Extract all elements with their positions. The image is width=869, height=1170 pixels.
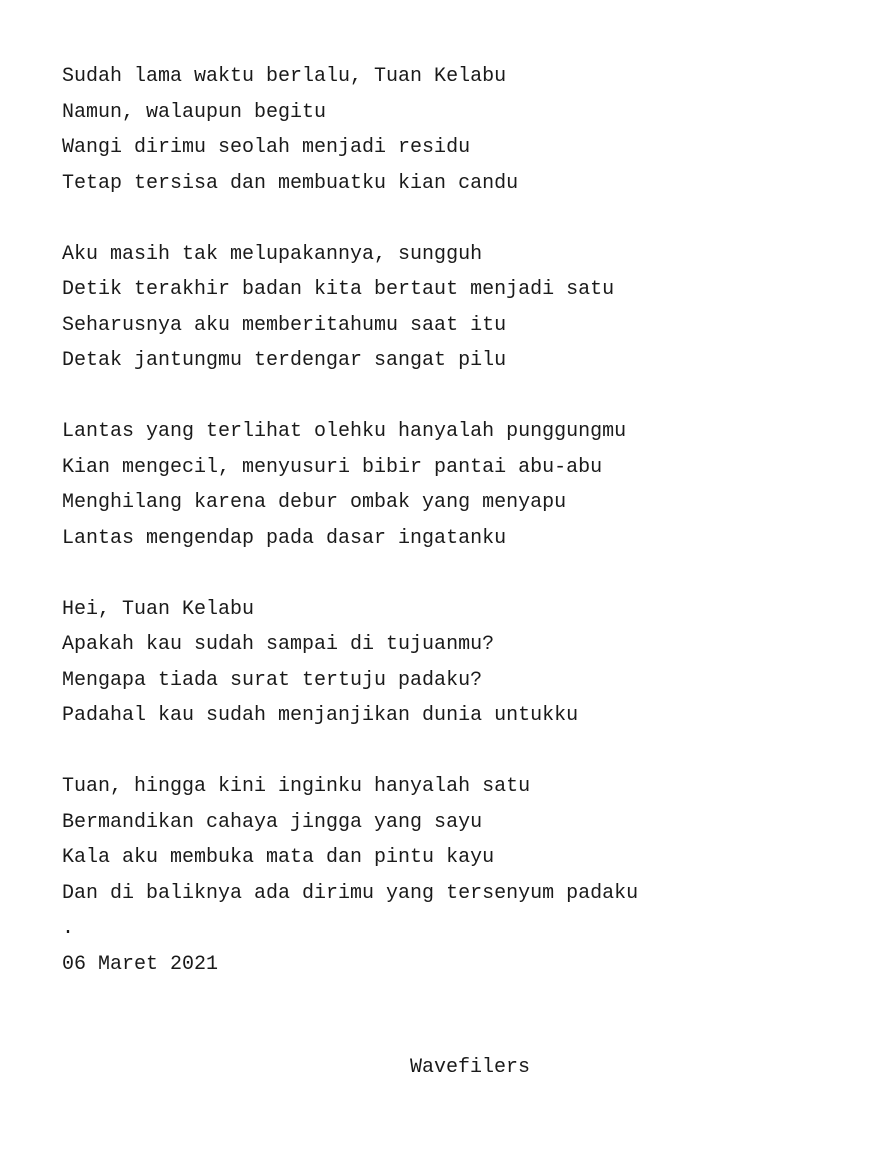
poem-line: Menghilang karena debur ombak yang menyapu: [62, 491, 567, 514]
poem-line: Bermandikan cahaya jingga yang sayu: [62, 810, 483, 834]
poem-line: Tetap tersisa dan membuatku kian candu: [62, 171, 519, 195]
poem-line: Lantas mengendap pada dasar ingatanku: [62, 526, 507, 550]
stanza-4: [62, 592, 822, 734]
poem-body: [62, 59, 822, 982]
poem-line: Lantas yang terlihat olehku hanyalah punggungmu: [62, 420, 627, 443]
stanza-gap: [62, 379, 822, 415]
stanza-3: [62, 414, 822, 556]
stanza-gap: [62, 734, 822, 770]
poem-line: Namun, walaupun begitu: [62, 100, 327, 124]
poem-line: Sudah lama waktu berlalu, Tuan Kelabu: [62, 65, 507, 88]
poem-line: Dan di baliknya ada dirimu yang tersenyum padaku: [62, 881, 639, 905]
poem-date: 06 Maret 2021: [62, 952, 219, 976]
poem-line: Kian mengecil, menyusuri bibir pantai abu-abu: [62, 455, 603, 479]
separator-dot: .: [62, 917, 75, 940]
poem-line: Wangi dirimu seolah menjadi residu: [62, 136, 471, 159]
poem-line: Tuan, hingga kini inginku hanyalah satu: [62, 775, 531, 798]
stanza-2: [62, 237, 822, 379]
stanza-1: [62, 59, 822, 201]
stanza-gap: [62, 556, 822, 592]
poem-line: Hei, Tuan Kelabu: [62, 597, 255, 621]
poem-line: Mengapa tiada surat tertuju padaku?: [62, 668, 483, 692]
poem-line: Aku masih tak melupakannya, sungguh: [62, 242, 483, 266]
poem-line: Detik terakhir badan kita bertaut menjadi satu: [62, 278, 615, 301]
poem-line: Kala aku membuka mata dan pintu kayu: [62, 846, 495, 869]
poem-line: Detak jantungmu terdengar sangat pilu: [62, 349, 507, 372]
stanza-5: [62, 769, 822, 911]
author-signature: Wavefilers: [409, 1056, 531, 1079]
stanza-gap: [62, 201, 822, 237]
poem-line: Seharusnya aku memberitahumu saat itu: [62, 313, 507, 337]
poem-line: Apakah kau sudah sampai di tujuanmu?: [62, 633, 495, 656]
poem-line: Padahal kau sudah menjanjikan dunia untukku: [62, 704, 579, 727]
